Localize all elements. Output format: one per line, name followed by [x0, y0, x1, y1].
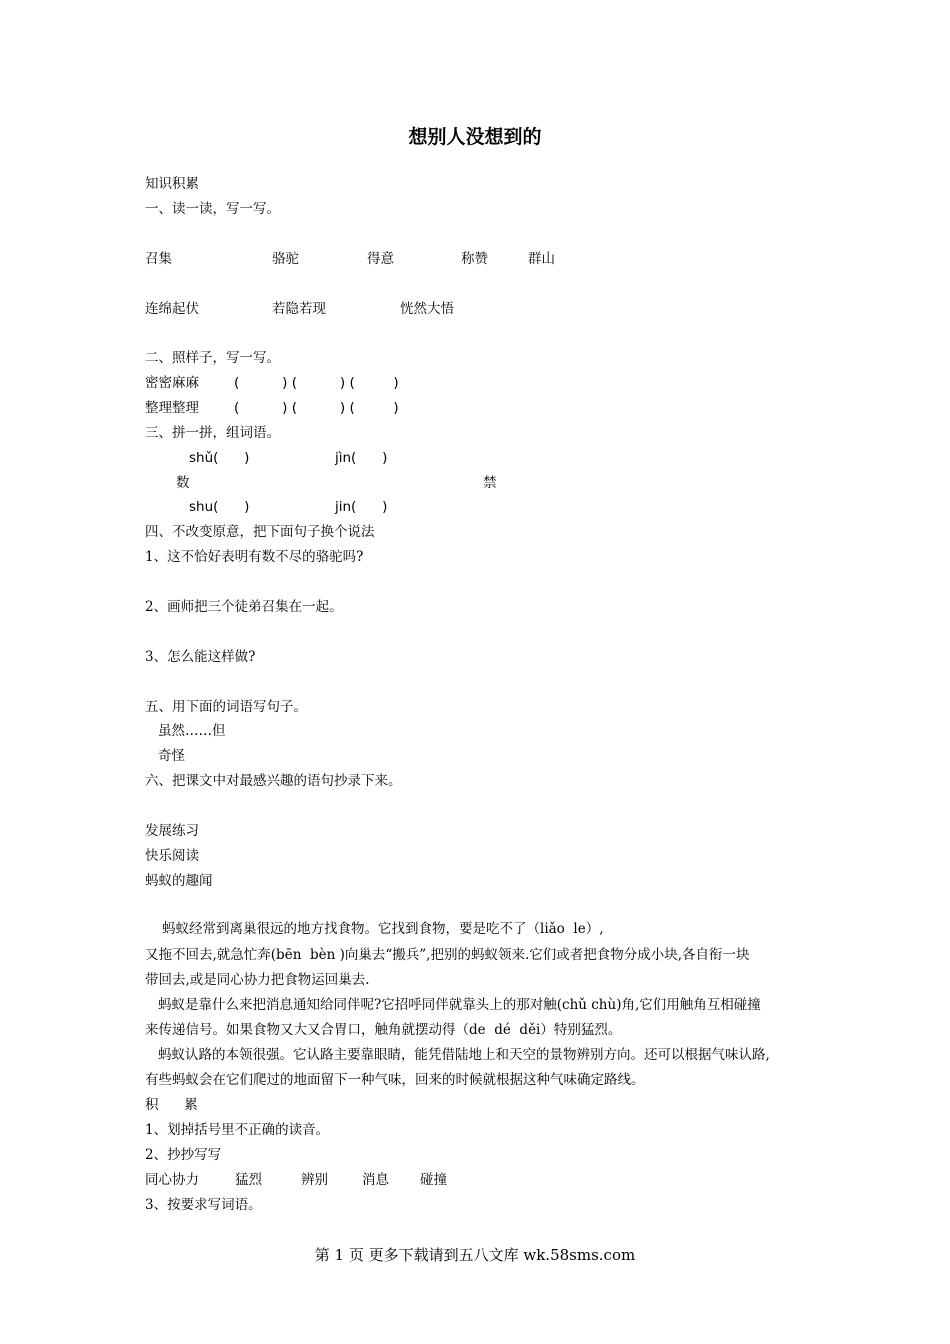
exercise-item: 3、按要求写词语。 — [145, 1197, 262, 1213]
pinyin-blank: jin( ) — [335, 499, 388, 515]
polyphone-char: 数 — [176, 475, 190, 491]
accumulation-heading: 积 累 — [145, 1097, 198, 1113]
answer-blanks: ( ) ( ) ( ) — [234, 400, 399, 416]
polyphone-char: 禁 — [483, 475, 497, 491]
vocab-word: 恍然大悟 — [400, 301, 454, 317]
article-line: 来传递信号。如果食物又大又合胃口，触角就摆动得（de dé děi）特别猛烈。 — [145, 1022, 622, 1038]
question-4-label: 四、不改变原意，把下面句子换个说法 — [145, 524, 375, 540]
vocab-word: 群山 — [528, 251, 555, 267]
article-line: 蚂蚁经常到离巢很远的地方找食物。它找到食物，要是吃不了（liǎo le）, — [162, 921, 604, 937]
question-2-label: 二、照样子，写一写。 — [145, 350, 280, 366]
vocab-word: 称赞 — [461, 251, 488, 267]
page-footer: 第 1 页 更多下载请到五八文库 wk.58sms.com — [314, 1246, 636, 1264]
vocab-word: 得意 — [367, 251, 394, 267]
question-5-label: 五、用下面的词语写句子。 — [145, 699, 307, 715]
exercise-item: 1、划掉括号里不正确的读音。 — [145, 1122, 330, 1138]
pinyin-blank: shǔ( ) — [189, 450, 250, 466]
copy-word: 猛烈 — [235, 1172, 262, 1188]
vocab-word: 召集 — [145, 251, 172, 267]
copy-word: 消息 — [362, 1172, 389, 1188]
phrase-item: 奇怪 — [158, 748, 185, 764]
article-title: 蚂蚁的趣闻 — [145, 873, 213, 889]
sentence-item: 2、画师把三个徒弟召集在一起。 — [145, 599, 343, 615]
page-title: 想别人没想到的 — [408, 126, 542, 148]
exercise-item: 2、抄抄写写 — [145, 1147, 222, 1163]
vocab-word: 骆驼 — [272, 251, 299, 267]
article-line: 又拖不回去,就急忙奔(bēn bèn )向巢去“搬兵”,把别的蚂蚁领来.它们或者把食物分成小块,各自衔一块 — [145, 947, 750, 963]
example-word: 密密麻麻 — [145, 375, 199, 391]
article-line: 带回去,或是同心协力把食物运回巢去. — [145, 972, 370, 988]
vocab-word: 连绵起伏 — [145, 301, 199, 317]
pinyin-blank: shu( ) — [189, 499, 250, 515]
answer-blanks: ( ) ( ) ( ) — [234, 375, 399, 391]
pinyin-blank: jìn( ) — [335, 450, 388, 466]
sentence-item: 1、这不恰好表明有数不尽的骆驼吗? — [145, 549, 364, 565]
knowledge-heading: 知识积累 — [145, 176, 199, 192]
development-heading: 发展练习 — [145, 823, 199, 839]
sentence-item: 3、怎么能这样做? — [145, 649, 256, 665]
phrase-item: 虽然……但 — [158, 723, 226, 739]
copy-word: 碰撞 — [420, 1172, 447, 1188]
copy-word: 辨别 — [301, 1172, 328, 1188]
question-1-label: 一、读一读，写一写。 — [145, 201, 280, 217]
vocab-word: 若隐若现 — [272, 301, 326, 317]
article-line: 蚂蚁认路的本领很强。它认路主要靠眼睛，能凭借陆地上和天空的景物辨别方向。还可以根据气味认路, — [158, 1047, 770, 1063]
question-6-label: 六、把课文中对最感兴趣的语句抄录下来。 — [145, 773, 402, 789]
copy-word: 同心协力 — [145, 1172, 199, 1188]
example-word: 整理整理 — [145, 400, 199, 416]
question-3-label: 三、拼一拼，组词语。 — [145, 425, 280, 441]
article-line: 有些蚂蚁会在它们爬过的地面留下一种气味，回来的时候就根据这种气味确定路线。 — [145, 1072, 645, 1088]
reading-heading: 快乐阅读 — [145, 848, 199, 864]
article-line: 蚂蚁是靠什么来把消息通知给同伴呢?它招呼同伴就靠头上的那对触(chǔ chù)角,它们用触角互相碰撞 — [158, 997, 761, 1013]
